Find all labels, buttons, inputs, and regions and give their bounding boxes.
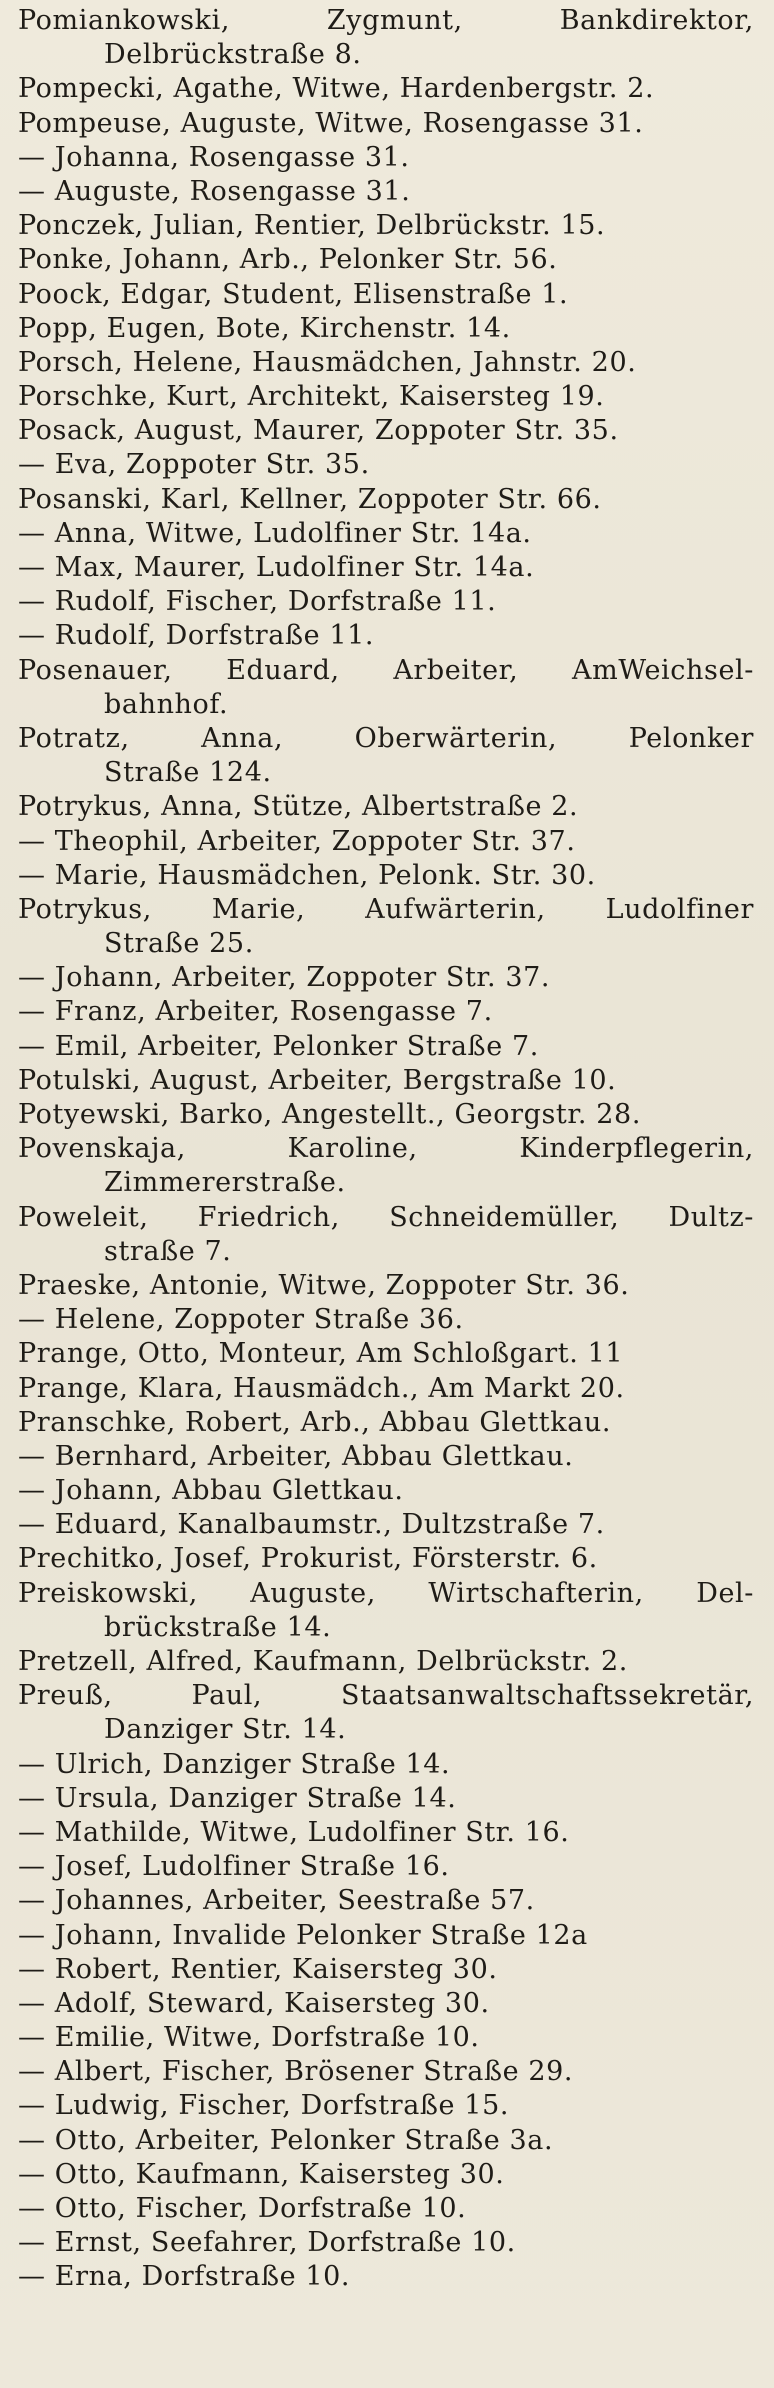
directory-entry [18,790,754,824]
directory-entry [18,517,754,551]
directory-entry [18,1953,754,1987]
entry-continuation-line: brückstraße 14. [104,1611,332,1643]
entry-line: Potratz, Anna, Oberwärterin, Pelonker [18,722,754,754]
directory-entry [18,141,754,175]
entry-line: — Emil, Arbeiter, Pelonker Straße 7. [18,1030,539,1062]
directory-entry [18,209,754,243]
entry-line: Prange, Klara, Hausmädch., Am Markt 20. [18,1372,625,1404]
entry-line: — Rudolf, Fischer, Dorfstraße 11. [18,586,497,618]
directory-entry [18,1440,754,1474]
directory-entry [18,1782,754,1816]
entry-line: Prange, Otto, Monteur, Am Schloßgart. 11 [18,1338,624,1370]
entry-line: Prechitko, Josef, Prokurist, Försterstr. 6. [18,1543,598,1575]
directory-entry [18,1406,754,1440]
directory-entry [18,2055,754,2089]
directory-entry [18,1030,754,1064]
entry-line: — Johannes, Arbeiter, Seestraße 57. [18,1885,535,1917]
entry-line: — Erna, Dorfstraße 10. [18,2261,351,2293]
directory-entry [18,2089,754,2123]
directory-entry [18,107,754,141]
entry-line: Posanski, Karl, Kellner, Zoppoter Str. 66. [18,483,602,515]
entry-line: — Otto, Arbeiter, Pelonker Straße 3a. [18,2124,554,2156]
entry-line: — Eduard, Kanalbaumstr., Dultzstraße 7. [18,1509,605,1541]
directory-entry [18,175,754,209]
entry-line: — Otto, Fischer, Dorfstraße 10. [18,2193,467,2224]
entry-line: — Ernst, Seefahrer, Dorfstraße 10. [18,2227,516,2259]
directory-entry [18,414,754,448]
directory-entry [18,312,754,346]
directory-entry [18,825,754,859]
entry-line: — Rudolf, Dorfstraße 11. [18,620,375,652]
directory-entry [18,1577,754,1645]
directory-entry [18,619,754,653]
directory-entry [18,2192,754,2226]
directory-entry [18,654,754,722]
entry-line: — Max, Maurer, Ludolfiner Str. 14a. [18,552,535,583]
directory-entry [18,1337,754,1371]
entry-line: — Johanna, Rosengasse 31. [18,141,410,173]
entry-continuation-line: Straße 124. [104,757,272,789]
directory-entry [18,1132,754,1200]
directory-column [18,4,754,2295]
entry-line: Posenauer, Eduard, Arbeiter, AmWeichsel- [18,654,754,686]
directory-entry [18,1816,754,1850]
entry-line: — Johann, Arbeiter, Zoppoter Str. 37. [18,962,551,994]
entry-line: Ponczek, Julian, Rentier, Delbrückstr. 15. [18,210,606,242]
entry-line: Posack, August, Maurer, Zoppoter Str. 35. [18,415,619,447]
directory-entry [18,1474,754,1508]
directory-entry [18,859,754,893]
entry-continuation-line: Zimmererstraße. [104,1167,346,1199]
directory-entry [18,1919,754,1953]
entry-line: — Eva, Zoppoter Str. 35. [18,449,370,481]
entry-line: Praeske, Antonie, Witwe, Zoppoter Str. 36. [18,1269,630,1301]
entry-line: — Mathilde, Witwe, Ludolfiner Str. 16. [18,1816,570,1848]
entry-line: Pomiankowski, Zygmunt, Bankdirektor, [18,5,754,36]
directory-entry [18,2158,754,2192]
entry-continuation-line: bahnhof. [104,688,229,720]
entry-line: Pretzell, Alfred, Kaufmann, Delbrückstr. 2. [18,1646,628,1677]
directory-entry [18,1269,754,1303]
entry-line: — Ursula, Danziger Straße 14. [18,1782,457,1814]
directory-entry [18,2226,754,2260]
entry-line: — Auguste, Rosengasse 31. [18,175,411,207]
entry-line: Porschke, Kurt, Architekt, Kaisersteg 19. [18,381,605,413]
directory-entry [18,448,754,482]
entry-line: — Josef, Ludolfiner Straße 16. [18,1851,450,1883]
entry-line: — Helene, Zoppoter Straße 36. [18,1304,464,1336]
entry-line: Preiskowski, Auguste, Wirtschafterin, Del- [18,1577,754,1609]
entry-line: Porsch, Helene, Hausmädchen, Jahnstr. 20. [18,346,637,378]
directory-entry [18,1884,754,1918]
entry-line: — Albert, Fischer, Brösener Straße 29. [18,2056,574,2088]
directory-entry [18,1748,754,1782]
entry-line: — Otto, Kaufmann, Kaisersteg 30. [18,2158,505,2190]
entry-line: — Johann, Abbau Glettkau. [18,1475,404,1507]
entry-line: — Franz, Arbeiter, Rosengasse 7. [18,996,493,1028]
entry-line: — Ludwig, Fischer, Dorfstraße 15. [18,2090,510,2122]
entry-line: — Marie, Hausmädchen, Pelonk. Str. 30. [18,859,596,891]
directory-entry [18,1850,754,1884]
entry-continuation-line: Straße 25. [104,928,254,960]
directory-entry [18,483,754,517]
directory-entry [18,2021,754,2055]
entry-line: — Johann, Invalide Pelonker Straße 12a [18,1919,588,1951]
entry-line: Potrykus, Marie, Aufwärterin, Ludolfiner [18,893,754,925]
entry-line: Pranschke, Robert, Arb., Abbau Glettkau. [18,1406,612,1438]
directory-entry [18,1372,754,1406]
directory-entry [18,2260,754,2294]
directory-entry [18,995,754,1029]
entry-line: Preuß, Paul, Staatsanwaltschaftssekretär, [18,1680,754,1712]
directory-entry [18,893,754,961]
entry-line: Ponke, Johann, Arb., Pelonker Str. 56. [18,244,558,276]
entry-line: Povenskaja, Karoline, Kinderpflegerin, [18,1133,754,1165]
directory-entry [18,72,754,106]
entry-continuation-line: Danziger Str. 14. [104,1714,347,1746]
directory-entry [18,278,754,312]
directory-entry [18,243,754,277]
entry-line: Potulski, August, Arbeiter, Bergstraße 10. [18,1064,617,1096]
directory-entry [18,961,754,995]
directory-entry [18,722,754,790]
entry-line: — Adolf, Steward, Kaisersteg 30. [18,1987,490,2019]
entry-line: Pompecki, Agathe, Witwe, Hardenbergstr. 2. [18,73,655,105]
directory-entry [18,1679,754,1747]
directory-entry [18,380,754,414]
directory-entry [18,585,754,619]
entry-continuation-line: straße 7. [104,1235,232,1267]
entry-line: — Anna, Witwe, Ludolfiner Str. 14a. [18,517,532,549]
directory-entry [18,1508,754,1542]
directory-entry [18,2124,754,2158]
entry-continuation-line: Delbrückstraße 8. [104,39,362,71]
entry-line: Poweleit, Friedrich, Schneidemüller, Dultz- [18,1201,754,1233]
directory-entry [18,4,754,72]
directory-entry [18,551,754,585]
directory-entry [18,1303,754,1337]
entry-line: Potyewski, Barko, Angestellt., Georgstr. 28. [18,1099,642,1130]
directory-entry [18,1064,754,1098]
directory-entry [18,1201,754,1269]
directory-entry [18,1987,754,2021]
entry-line: — Bernhard, Arbeiter, Abbau Glettkau. [18,1440,574,1472]
directory-entry [18,1542,754,1576]
entry-line: Pompeuse, Auguste, Witwe, Rosengasse 31. [18,107,644,139]
entry-line: Poock, Edgar, Student, Elisenstraße 1. [18,278,569,310]
entry-line: — Emilie, Witwe, Dorfstraße 10. [18,2022,480,2054]
entry-line: — Theophil, Arbeiter, Zoppoter Str. 37. [18,825,576,857]
entry-line: — Robert, Rentier, Kaisersteg 30. [18,1953,498,1985]
entry-line: Potrykus, Anna, Stütze, Albertstraße 2. [18,791,579,823]
entry-line: — Ulrich, Danziger Straße 14. [18,1748,451,1780]
directory-entry [18,1645,754,1679]
directory-entry [18,346,754,380]
directory-entry [18,1098,754,1132]
entry-line: Popp, Eugen, Bote, Kirchenstr. 14. [18,312,511,344]
